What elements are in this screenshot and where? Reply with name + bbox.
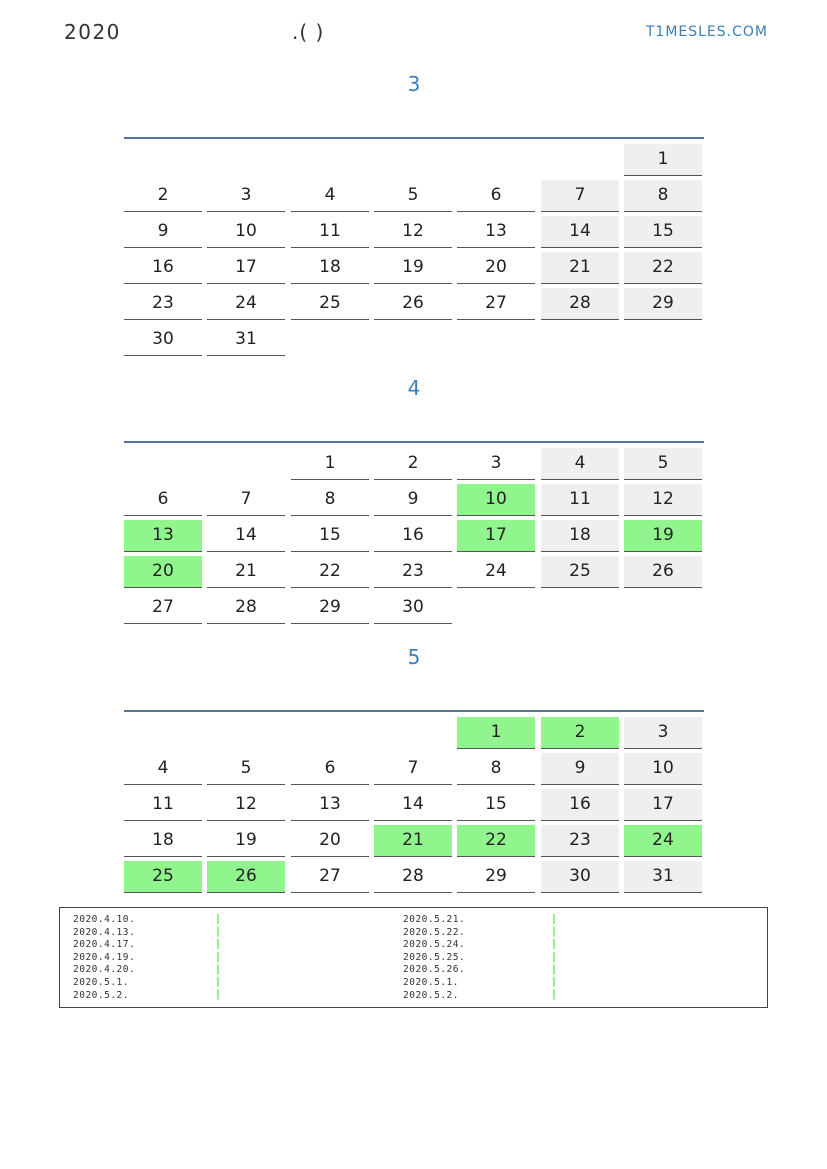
day-cell[interactable]: 22 <box>624 252 702 284</box>
legend-item: 2020.5.1. <box>403 976 459 988</box>
day-cell[interactable]: 29 <box>457 861 535 893</box>
day-cell[interactable]: 13 <box>457 216 535 248</box>
day-cell[interactable]: 31 <box>624 861 702 893</box>
day-cell[interactable]: 20 <box>291 825 369 857</box>
day-cell[interactable]: 12 <box>374 216 452 248</box>
day-cell[interactable]: 8 <box>457 753 535 785</box>
day-cell[interactable]: 9 <box>124 216 202 248</box>
day-cell[interactable]: 5 <box>207 753 285 785</box>
day-cell[interactable]: 16 <box>124 252 202 284</box>
legend-item: 2020.4.17. <box>73 939 136 951</box>
day-cell[interactable]: 24 <box>624 825 702 857</box>
legend-item: 2020.4.13. <box>73 926 136 938</box>
day-cell[interactable]: 4 <box>541 448 619 480</box>
day-cell[interactable]: 11 <box>541 484 619 516</box>
day-cell[interactable]: 30 <box>541 861 619 893</box>
day-cell[interactable]: 9 <box>374 484 452 516</box>
day-cell[interactable]: 24 <box>207 288 285 320</box>
day-cell[interactable]: 24 <box>457 556 535 588</box>
header-subtitle: .( ) <box>292 20 325 44</box>
day-cell[interactable]: 5 <box>374 180 452 212</box>
day-cell[interactable]: 11 <box>124 789 202 821</box>
legend-item: 2020.4.20. <box>73 964 136 976</box>
day-cell[interactable]: 22 <box>291 556 369 588</box>
legend-item: 2020.5.2. <box>403 989 459 1001</box>
day-cell[interactable]: 26 <box>374 288 452 320</box>
day-cell[interactable]: 12 <box>207 789 285 821</box>
day-cell[interactable]: 29 <box>624 288 702 320</box>
day-cell[interactable]: 27 <box>457 288 535 320</box>
day-cell[interactable]: 6 <box>124 484 202 516</box>
day-cell[interactable]: 2 <box>374 448 452 480</box>
legend-box <box>59 907 768 1008</box>
day-cell[interactable]: 13 <box>124 520 202 552</box>
day-cell[interactable]: 1 <box>624 144 702 176</box>
legend-item: 2020.5.24. <box>403 939 466 951</box>
day-cell[interactable]: 2 <box>541 717 619 749</box>
day-cell[interactable]: 19 <box>374 252 452 284</box>
day-cell[interactable]: 29 <box>291 592 369 624</box>
legend-item: 2020.4.10. <box>73 914 136 925</box>
page-header <box>64 20 768 46</box>
day-cell[interactable]: 20 <box>457 252 535 284</box>
legend-right-marker <box>553 914 555 1002</box>
legend-item: 2020.5.21. <box>403 914 466 925</box>
day-cell[interactable]: 18 <box>124 825 202 857</box>
day-cell[interactable]: 12 <box>624 484 702 516</box>
day-cell[interactable]: 27 <box>124 592 202 624</box>
day-cell[interactable]: 15 <box>291 520 369 552</box>
day-cell[interactable]: 30 <box>374 592 452 624</box>
day-cell[interactable]: 31 <box>207 324 285 356</box>
month-rule <box>124 137 704 139</box>
day-cell[interactable]: 5 <box>624 448 702 480</box>
day-cell[interactable]: 17 <box>207 252 285 284</box>
day-cell[interactable]: 17 <box>624 789 702 821</box>
day-cell[interactable]: 7 <box>541 180 619 212</box>
day-cell[interactable]: 15 <box>624 216 702 248</box>
day-cell[interactable]: 13 <box>291 789 369 821</box>
day-cell[interactable]: 28 <box>541 288 619 320</box>
day-cell[interactable]: 23 <box>124 288 202 320</box>
day-cell[interactable]: 6 <box>457 180 535 212</box>
day-cell[interactable]: 1 <box>291 448 369 480</box>
day-cell[interactable]: 10 <box>624 753 702 785</box>
day-cell[interactable]: 21 <box>207 556 285 588</box>
day-cell[interactable]: 18 <box>541 520 619 552</box>
month-title: 4 <box>407 376 421 400</box>
day-cell[interactable]: 11 <box>291 216 369 248</box>
legend-right-column <box>403 914 465 1002</box>
day-cell[interactable]: 19 <box>207 825 285 857</box>
day-cell[interactable]: 26 <box>207 861 285 893</box>
day-cell[interactable]: 21 <box>374 825 452 857</box>
day-cell[interactable]: 28 <box>207 592 285 624</box>
day-cell[interactable]: 23 <box>374 556 452 588</box>
day-cell[interactable]: 20 <box>124 556 202 588</box>
day-cell[interactable]: 14 <box>207 520 285 552</box>
day-cell[interactable]: 25 <box>541 556 619 588</box>
day-cell[interactable]: 21 <box>541 252 619 284</box>
day-cell[interactable]: 19 <box>624 520 702 552</box>
header-year: 2020 <box>64 20 121 44</box>
day-cell[interactable]: 6 <box>291 753 369 785</box>
legend-item: 2020.5.1. <box>73 976 129 988</box>
month-title: 3 <box>407 72 421 96</box>
day-cell[interactable]: 28 <box>374 861 452 893</box>
day-cell[interactable]: 10 <box>457 484 535 516</box>
day-cell[interactable]: 25 <box>291 288 369 320</box>
month-rule <box>124 710 704 712</box>
day-cell[interactable]: 25 <box>124 861 202 893</box>
day-cell[interactable]: 8 <box>291 484 369 516</box>
day-cell[interactable]: 27 <box>291 861 369 893</box>
day-cell[interactable]: 8 <box>624 180 702 212</box>
day-cell[interactable]: 3 <box>457 448 535 480</box>
day-cell[interactable]: 16 <box>374 520 452 552</box>
day-cell[interactable]: 15 <box>457 789 535 821</box>
legend-item: 2020.5.22. <box>403 926 466 938</box>
day-cell[interactable]: 4 <box>291 180 369 212</box>
day-cell[interactable]: 18 <box>291 252 369 284</box>
day-cell[interactable]: 2 <box>124 180 202 212</box>
day-cell[interactable]: 16 <box>541 789 619 821</box>
legend-left-column <box>73 914 135 1002</box>
day-cell[interactable]: 30 <box>124 324 202 356</box>
day-cell[interactable]: 9 <box>541 753 619 785</box>
legend-item: 2020.5.2. <box>73 989 129 1001</box>
legend-item: 2020.4.19. <box>73 951 136 963</box>
day-cell[interactable]: 22 <box>457 825 535 857</box>
day-cell[interactable]: 4 <box>124 753 202 785</box>
day-cell[interactable]: 7 <box>207 484 285 516</box>
legend-left-marker <box>217 914 219 1002</box>
site-logo[interactable]: T1MESLES.COM <box>645 24 768 40</box>
legend-item: 2020.5.25. <box>403 951 466 963</box>
month-title: 5 <box>407 645 421 669</box>
day-cell[interactable]: 17 <box>457 520 535 552</box>
day-cell[interactable]: 10 <box>207 216 285 248</box>
day-cell[interactable]: 26 <box>624 556 702 588</box>
day-cell[interactable]: 14 <box>374 789 452 821</box>
month-rule <box>124 441 704 443</box>
day-cell[interactable]: 7 <box>374 753 452 785</box>
day-cell[interactable]: 23 <box>541 825 619 857</box>
day-cell[interactable]: 3 <box>624 717 702 749</box>
legend-item: 2020.5.26. <box>403 964 466 976</box>
day-cell[interactable]: 1 <box>457 717 535 749</box>
day-cell[interactable]: 3 <box>207 180 285 212</box>
day-cell[interactable]: 14 <box>541 216 619 248</box>
